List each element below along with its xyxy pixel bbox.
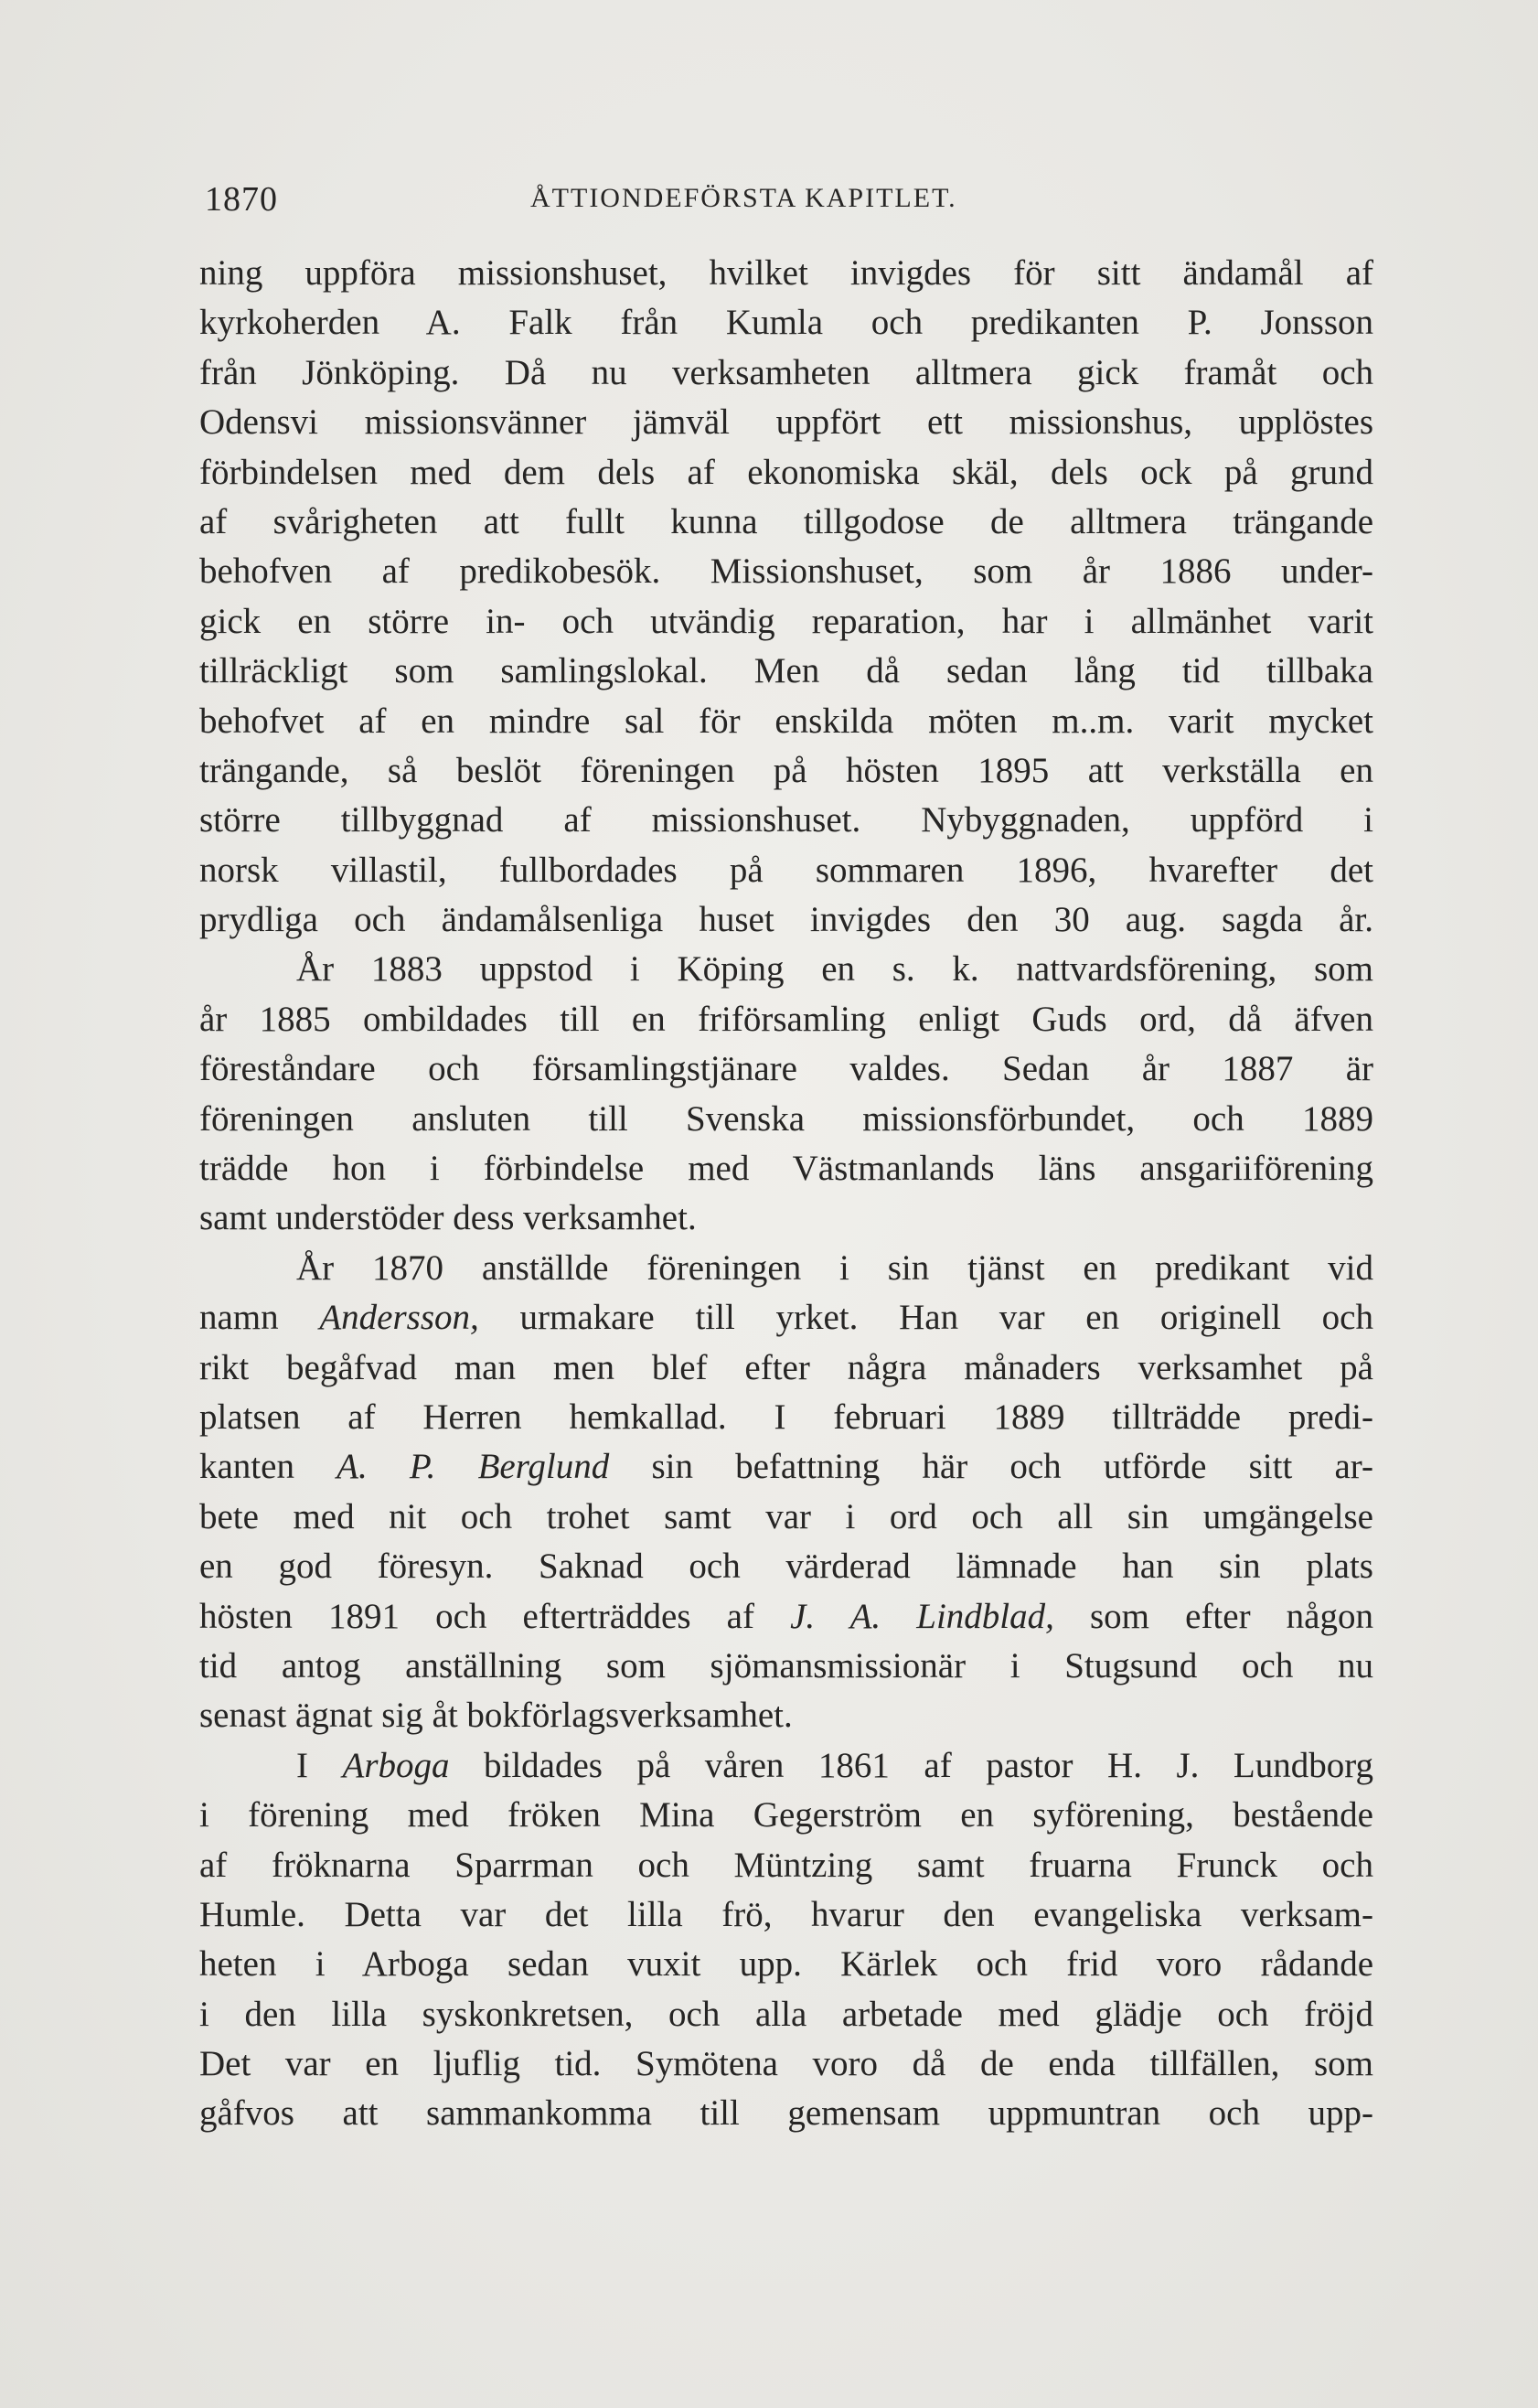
text-line: en god föresyn. Saknad och värderad lämnade han sin plats: [199, 1546, 1373, 1587]
text-line: af svårigheten att fullt kunna tillgodose de alltmera trängande: [199, 501, 1373, 541]
body-text: [199, 249, 1373, 2139]
text-line: gåfvos att sammankomma till gemensam uppmuntran och upp-: [199, 2093, 1373, 2134]
italic-name: J. A. Lindblad,: [790, 1596, 1054, 1636]
italic-name: A. P. Berglund: [336, 1447, 610, 1487]
page-header: [199, 179, 1353, 223]
text-line: År 1883 uppstod i Köping en s. k. nattvardsförening, som: [296, 949, 1373, 990]
text-segment: namn: [199, 1298, 320, 1338]
text-line: förbindelsen med dem dels af ekonomiska skäl, dels ock på grund: [199, 452, 1373, 492]
text-line: [199, 1741, 1373, 1791]
text-segment: urmakare till yrket. Han var en originell och: [478, 1298, 1373, 1338]
text-line: ning uppföra missionshuset, hvilket invigdes för sitt ändamål af: [199, 253, 1373, 293]
text-line: trängande, så beslöt föreningen på hösten 1895 att verkställa en: [199, 750, 1373, 790]
text-line: i den lilla syskonkretsen, och alla arbetade med glädje och fröjd: [199, 1994, 1373, 2034]
text-segment: I: [296, 1745, 343, 1785]
text-segment: kanten: [199, 1447, 337, 1487]
text-line: Det var en ljuflig tid. Symötena voro då de enda tillfällen, som: [199, 2044, 1373, 2084]
text-line: norsk villastil, fullbordades på sommaren 1896, hvarefter det: [199, 850, 1373, 890]
text-line: trädde hon i förbindelse med Västmanlands läns ansgariiförening: [199, 1149, 1373, 1189]
text-segment: hösten 1891 och efterträddes af: [199, 1596, 791, 1636]
text-line: år 1885 ombildades till en friförsamling enligt Guds ord, då äfven: [199, 999, 1373, 1039]
text-line: Humle. Detta var det lilla frö, hvarur den evangeliska verksam-: [199, 1894, 1373, 1934]
text-line: [199, 1592, 1373, 1642]
text-line: prydliga och ändamålsenliga huset invigdes den 30 aug. sagda år.: [199, 900, 1373, 940]
text-line: tillräckligt som samlingslokal. Men då sedan lång tid tillbaka: [199, 651, 1373, 691]
text-line: senast ägnat sig åt bokförlagsverksamhet.: [199, 1696, 793, 1736]
text-line: af fröknarna Sparrman och Müntzing samt fruarna Frunck och: [199, 1845, 1373, 1885]
text-line: i förening med fröken Mina Gegerström en syförening, bestående: [199, 1795, 1373, 1835]
text-line: tid antog anställning som sjömansmissionär i Stugsund och nu: [199, 1645, 1373, 1686]
text-line: [199, 1293, 1373, 1343]
text-line: från Jönköping. Då nu verksamheten alltmera gick framåt och: [199, 352, 1373, 392]
text-line: bete med nit och trohet samt var i ord och all sin umgängelse: [199, 1496, 1373, 1536]
text-line: föreningen ansluten till Svenska missionsförbundet, och 1889: [199, 1098, 1373, 1139]
text-line: heten i Arboga sedan vuxit upp. Kärlek och frid voro rådande: [199, 1944, 1373, 1985]
text-line: samt understöder dess verksamhet.: [199, 1198, 697, 1238]
text-segment: som efter någon: [1053, 1596, 1373, 1636]
text-line: föreståndare och församlingstjänare valdes. Sedan år 1887 är: [199, 1049, 1373, 1089]
text-line: rikt begåfvad man men blef efter några månaders verksamhet på: [199, 1347, 1373, 1387]
text-line: behofvet af en mindre sal för enskilda möten m..m. varit mycket: [199, 701, 1373, 741]
text-segment: bildades på våren 1861 af pastor H. J. Lundborg: [449, 1745, 1373, 1785]
text-line: kyrkoherden A. Falk från Kumla och predikanten P. Jonsson: [199, 303, 1373, 343]
running-title: ÅTTIONDEFÖRSTA KAPITLET.: [530, 183, 957, 213]
page-number: 1870: [205, 180, 278, 219]
text-line: År 1870 anställde föreningen i sin tjänst en predikant vid: [296, 1247, 1373, 1288]
text-line: Odensvi missionsvänner jämväl uppfört ett missionshus, upplöstes: [199, 402, 1373, 443]
italic-name: Andersson,: [319, 1298, 479, 1338]
text-line: gick en större in- och utvändig reparation, har i allmänhet varit: [199, 601, 1373, 641]
text-line: [199, 1442, 1373, 1492]
text-segment: sin befattning här och utförde sitt ar-: [609, 1447, 1373, 1487]
text-line: större tillbyggnad af missionshuset. Nybyggnaden, uppförd i: [199, 800, 1373, 840]
italic-name: Arboga: [342, 1745, 450, 1785]
text-line: platsen af Herren hemkallad. I februari 1889 tillträdde predi-: [199, 1397, 1373, 1437]
text-line: behofven af predikobesök. Missionshuset, som år 1886 under-: [199, 551, 1373, 592]
